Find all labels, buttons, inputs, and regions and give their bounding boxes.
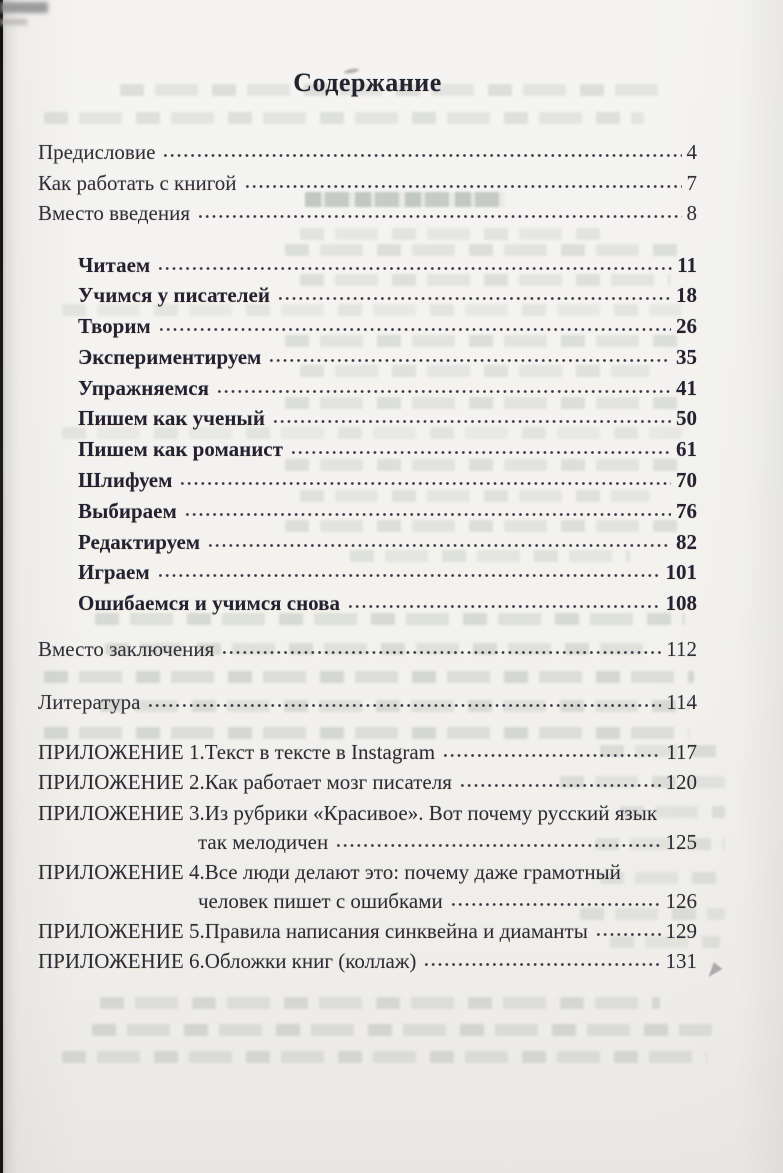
toc-entry — [38, 168, 697, 199]
appendix-title: Текст в тексте в Instagram — [204, 740, 436, 765]
dot-leader — [450, 887, 661, 908]
appendix-label: ПРИЛОЖЕНИЕ 2. — [38, 770, 205, 795]
toc-entry-page: 61 — [676, 437, 697, 462]
toc-entry-label: Играем — [78, 560, 150, 585]
toc-entry-label: Шлифуем — [78, 468, 173, 493]
dot-leader — [147, 688, 661, 709]
toc-chapters — [38, 250, 697, 620]
appendix-title: Как работает мозг писателя — [204, 770, 452, 795]
toc-entry — [38, 557, 697, 588]
appendix-title: Правила написания синквейна и диаманты — [204, 919, 588, 944]
toc-entry — [38, 373, 697, 404]
toc-content — [38, 0, 697, 976]
toc-entry-page: 41 — [676, 375, 697, 400]
toc-entry-page: 117 — [666, 740, 697, 765]
toc-entry-page: 82 — [676, 529, 697, 554]
toc-entry-page: 114 — [666, 690, 697, 715]
toc-entry-page: 8 — [686, 201, 697, 225]
toc-entry-label: Ошибаемся и учимся снова — [78, 591, 340, 616]
toc-entry-page: 131 — [665, 949, 697, 974]
appendix-title: Все люди делают это: почему даже грамотный — [204, 860, 621, 885]
toc-entry-label: Вместо введения — [38, 201, 191, 225]
bleed-through-line — [62, 1051, 707, 1063]
toc-entry — [38, 403, 697, 434]
dot-leader — [158, 312, 671, 333]
toc-entry — [38, 635, 697, 664]
toc-entry-page: 120 — [665, 770, 697, 795]
toc-entry — [38, 465, 697, 496]
dot-leader — [197, 199, 681, 220]
toc-entry-page: 108 — [665, 591, 697, 616]
appendix-label: ПРИЛОЖЕНИЕ 1. — [38, 740, 205, 765]
toc-entry — [38, 588, 697, 619]
dot-leader — [157, 251, 672, 272]
toc-entry-label: Литература — [38, 690, 141, 715]
appendix-title: Обложки книг (коллаж) — [204, 949, 417, 974]
dot-leader — [272, 404, 671, 425]
toc-entry-label: Упражняемся — [78, 375, 209, 400]
toc-entry-label: Творим — [78, 314, 151, 339]
bleed-through-line — [100, 997, 660, 1009]
toc-appendix-entry — [38, 917, 697, 946]
toc-entry-label: Редактируем — [78, 529, 201, 554]
toc-appendices — [38, 738, 697, 976]
toc-front-matter — [38, 137, 697, 229]
dot-leader — [244, 169, 682, 190]
dot-leader — [290, 435, 671, 456]
dot-leader — [335, 828, 660, 849]
appendix-line — [38, 887, 697, 914]
toc-appendix-entry — [38, 738, 697, 767]
dot-leader — [268, 343, 671, 364]
appendix-label: ПРИЛОЖЕНИЕ 6. — [38, 949, 205, 974]
toc-entry — [38, 137, 697, 168]
toc-entry-page: 125 — [665, 830, 697, 855]
cursor-shaped-speck — [705, 962, 723, 981]
toc-entry-label: Учимся у писателей — [78, 283, 270, 308]
dot-leader — [459, 768, 661, 789]
toc-entry-page: 76 — [676, 498, 697, 523]
scan-edge-strip — [0, 0, 3, 1173]
appendix-title-continued: так мелодичен — [198, 830, 329, 855]
appendix-title-continued: человек пишет с ошибками — [198, 889, 443, 914]
toc-entry — [38, 342, 697, 373]
dot-leader — [157, 558, 661, 579]
toc-entry-page: 70 — [676, 468, 697, 493]
toc-appendix-entry — [38, 947, 697, 976]
toc-entry-page: 11 — [677, 252, 697, 277]
dot-leader — [277, 281, 671, 302]
toc-entry-label: Пишем как романист — [78, 437, 283, 462]
appendix-title: Из рубрики «Красивое». Вот почему русский язык — [204, 801, 658, 826]
dot-leader — [207, 528, 671, 549]
toc-entry-label: Экспериментируем — [78, 344, 262, 369]
appendix-label: ПРИЛОЖЕНИЕ 5. — [38, 919, 205, 944]
dot-leader — [221, 635, 661, 656]
dot-leader — [179, 466, 671, 487]
toc-entry-page: 50 — [676, 406, 697, 431]
toc-entry — [38, 688, 697, 717]
toc-entry — [38, 198, 697, 229]
toc-entry-page: 112 — [666, 637, 697, 662]
dot-leader — [423, 947, 660, 968]
toc-entry-label: Выбираем — [78, 498, 177, 523]
toc-entry-page: 7 — [686, 170, 697, 195]
appendix-line — [38, 858, 697, 887]
appendix-label: ПРИЛОЖЕНИЕ 3. — [38, 801, 205, 826]
toc-entry — [38, 250, 697, 281]
dot-leader — [162, 138, 681, 159]
scan-corner-smudge-small — [0, 19, 27, 25]
toc-appendix-entry — [38, 858, 697, 914]
toc-entry — [38, 280, 697, 311]
toc-entry — [38, 527, 697, 558]
dot-leader — [347, 589, 661, 610]
toc-entry — [38, 434, 697, 465]
dot-leader — [442, 738, 661, 759]
appendix-label: ПРИЛОЖЕНИЕ 4. — [38, 860, 205, 885]
toc-entry-page: 129 — [665, 919, 697, 944]
page-title: Содержание — [293, 68, 442, 97]
toc-entry-page: 126 — [665, 889, 697, 914]
toc-appendix-entry — [38, 768, 697, 797]
toc-entry-label: Пишем как ученый — [78, 406, 265, 431]
toc-entry-page: 35 — [676, 344, 697, 369]
toc-entry-label: Как работать с книгой — [38, 170, 237, 195]
dot-leader — [184, 497, 671, 518]
toc-entry — [38, 496, 697, 527]
toc-entry-label: Предисловие — [38, 140, 156, 164]
bleed-through-line — [92, 1024, 712, 1036]
toc-entry-page: 4 — [686, 140, 697, 164]
toc-entry — [38, 311, 697, 342]
toc-entry-label: Читаем — [78, 252, 151, 277]
appendix-line — [38, 828, 697, 855]
dot-leader — [216, 374, 671, 395]
toc-entry-label: Вместо заключения — [38, 637, 215, 662]
dot-leader — [595, 917, 661, 938]
toc-appendix-entry — [38, 799, 697, 855]
toc-entry-page: 26 — [676, 314, 697, 339]
toc-entry-page: 18 — [676, 283, 697, 308]
toc-entry-page: 101 — [665, 560, 697, 585]
appendix-line — [38, 799, 697, 828]
